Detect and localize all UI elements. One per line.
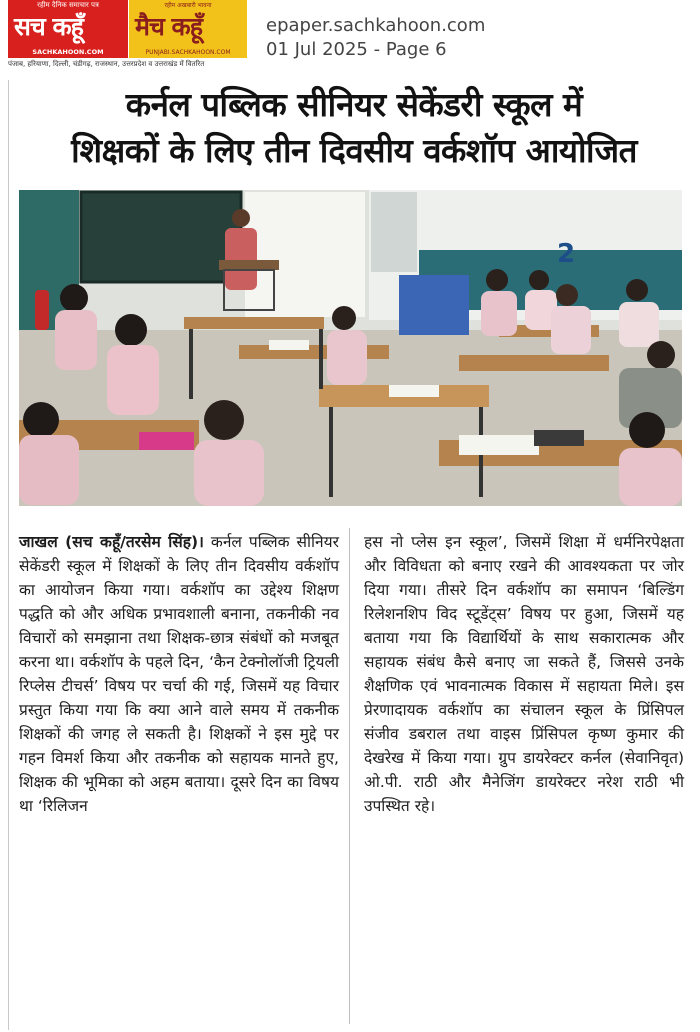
logo-name: सच कहूँ — [14, 12, 83, 41]
classroom-photo — [19, 190, 682, 506]
logo-tagline: रहीम दैनिक समाचार पत्र — [37, 1, 99, 9]
article-left-text — [19, 530, 339, 818]
masthead — [8, 0, 248, 72]
article-body-part-2: हस नो प्लेस इन स्कूल’, जिसमें शिक्षा में धर्मनिरपेक्षता और विविधता को बनाए रखने की आवश्यकता पर जोर दिया गया। तीसरे दिन वर्कशॉप का समापन ‘बिल्डिंग रिलेशनशिप विद स्टूडेंट्स’ विषय पर हुआ, जिसमें यह बताया गया कि विद्यार्थियों के साथ सकारात्मक और सहायक संबंध कैसे बनाए जा सकते हैं, जिससे उनके शैक्षणिक एवं भावनात्मक विकास में सहायता मिले। इस प्रेरणादायक वर्कशॉप का संचालन स्कूल के प्रिंसिपल संजीव डबराल तथा वाइस प्रिंसिपल कृष्ण कुमार की देखरेख में किया गया। ग्रुप डायरेक्टर कर्नल (सेवानिवृत) ओ.पी. राठी और मैनेजिंग डायरेक्टर नरेश राठी भी उपस्थित रहे। — [364, 533, 684, 815]
logo-tagline: रहीम अखबारी भावना — [164, 2, 212, 9]
headline-line-2: शिक्षकों के लिए तीन दिवसीय वर्कशॉप आयोजित — [71, 131, 637, 170]
article-body-part-1: कर्नल पब्लिक सीनियर सेकेंडरी स्कूल में शिक्षकों के लिए तीन दिवसीय वर्कशॉप का आयोजन किया गया। वर्कशॉप का उद्देश्य शिक्षण पद्धति को और अधिक प्रभावशाली बनाना, तकनीकी नव विचारों को समझाना तथा शिक्षक-छात्र संबंधों को मजबूत करना था। वर्कशॉप के पहले दिन, ‘कैन टेक्नोलॉजी ट्रियली रिप्लेस टीचर्स’ विषय पर चर्चा की गई, जिसमें यह विचार प्रस्तुत किया गया कि क्या आने वाले समय में तकनीक शिक्षकों की जगह ले सकती है। शिक्षकों ने इस मुद्दे पर गहन विमर्श किया और तकनीक को सहायक मानते हुए, शिक्षक की भूमिका को अहम बताया। दूसरे दिन का विषय था ‘रिलिजन — [19, 533, 339, 815]
article-column-right — [364, 530, 684, 818]
epaper-site[interactable]: epaper.sachkahoon.com — [266, 15, 486, 36]
logo-site: SACHKAHOON.COM — [32, 48, 104, 56]
sachkahoon-logo[interactable] — [8, 0, 128, 58]
article-column-left — [19, 530, 339, 818]
column-separator — [349, 528, 350, 1024]
distribution-states: पंजाब, हरियाणा, दिल्ली, चंडीगढ़, राजस्थान, उत्तरप्रदेश व उत्तराखंड में वितरित — [8, 60, 205, 68]
left-margin-rule — [8, 80, 9, 1030]
article-byline: जाखल (सच कहूँ/तरसेम सिंह)। — [19, 533, 204, 551]
edition-info — [266, 14, 485, 62]
logo-name: मैच कहूँ — [135, 12, 203, 41]
article-headline — [18, 82, 690, 174]
headline-line-1: कर्नल पब्लिक सीनियर सेकेंडरी स्कूल में — [125, 85, 583, 124]
edition-date-page: 01 Jul 2025 - Page 6 — [266, 39, 447, 60]
logo-site: PUNJABI.SACHKAHOON.COM — [145, 49, 231, 56]
classroom-illustration — [19, 190, 682, 506]
sister-paper-logo[interactable] — [129, 0, 247, 58]
wall-number: 2 — [557, 239, 576, 269]
